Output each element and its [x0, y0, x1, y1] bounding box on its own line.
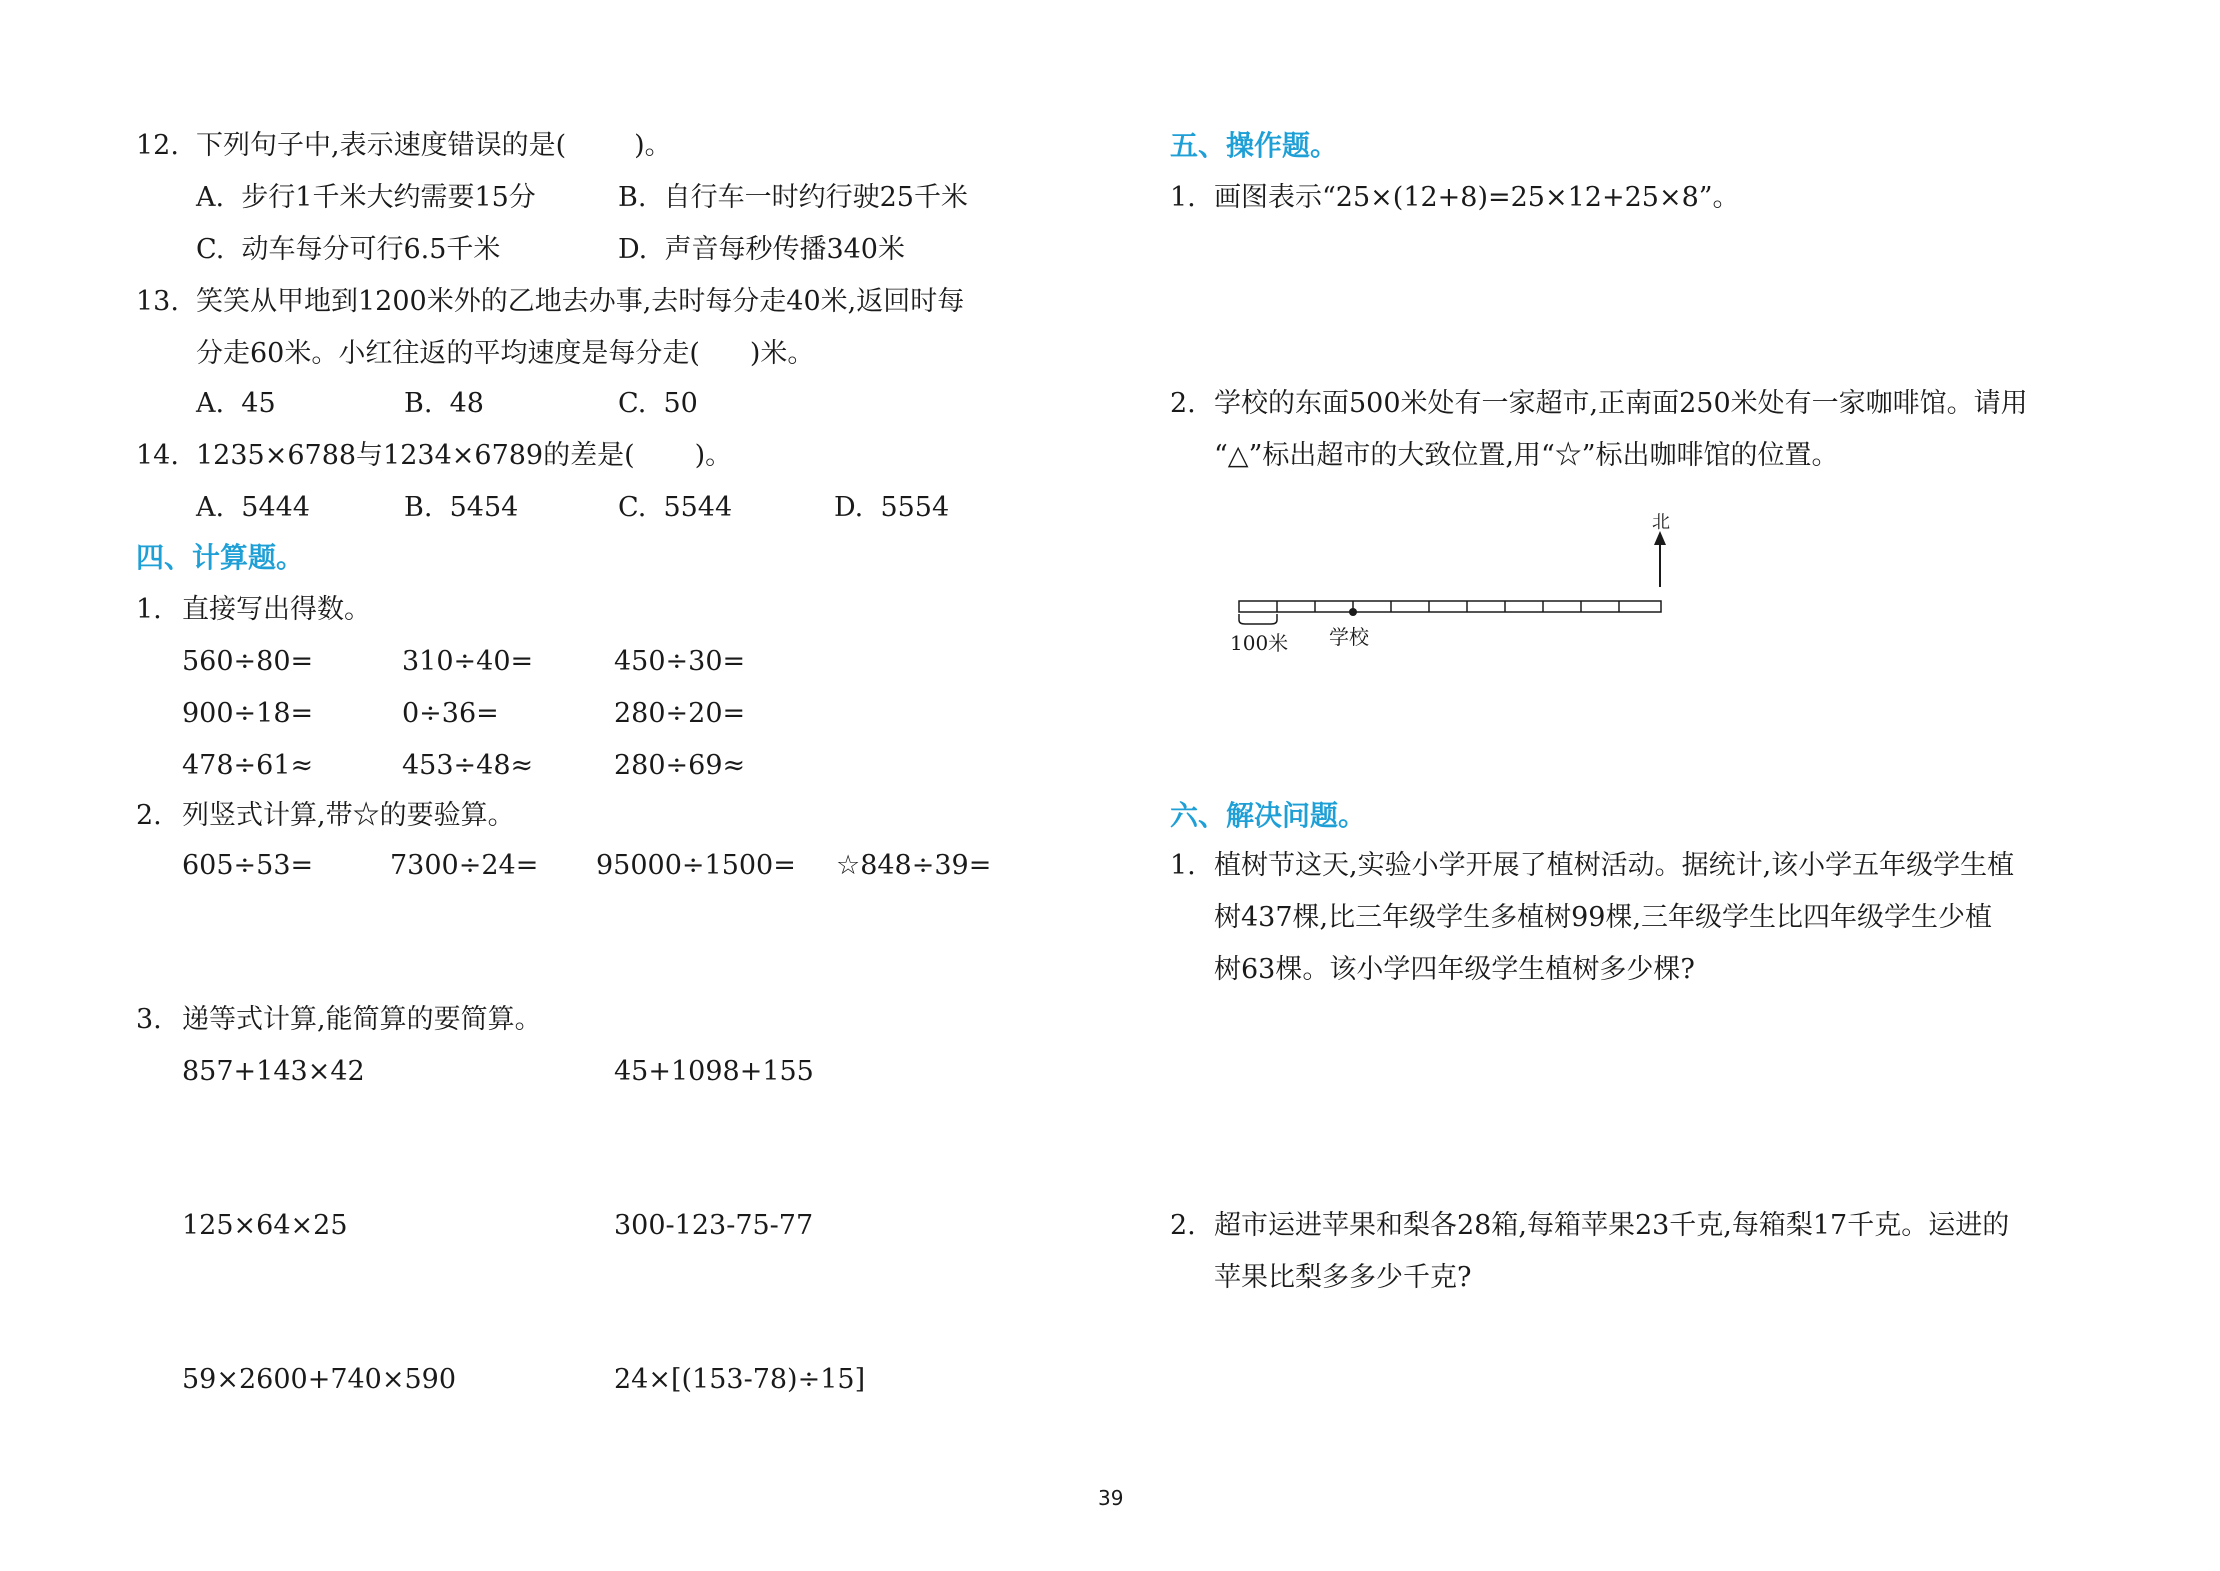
op2-line2: “△”标出超市的大致位置,用“☆”标出咖啡馆的位置。 — [1214, 440, 1839, 471]
calc3-title: 递等式计算,能简算的要简算。 — [182, 1004, 542, 1035]
op2-number: 2. — [1170, 388, 1196, 419]
calc3-item: 857+143×42 — [182, 1056, 365, 1087]
calc1-item: 900÷18= — [182, 698, 314, 729]
calc1-number: 1. — [136, 594, 162, 625]
q12-option-c: C. 动车每分可行6.5千米 — [196, 234, 501, 265]
q14-number: 14. — [136, 440, 179, 471]
location-diagram — [1225, 505, 1705, 665]
calc1-item: 280÷69≈ — [614, 750, 746, 781]
op1-number: 1. — [1170, 182, 1196, 213]
north-label: 北 — [1652, 512, 1670, 533]
prob1-line1: 植树节这天,实验小学开展了植树活动。据统计,该小学五年级学生植 — [1214, 850, 2015, 881]
page-number: 39 — [1098, 1486, 1124, 1510]
calc2-item: 605÷53= — [182, 850, 314, 881]
calc2-item: ☆848÷39= — [836, 850, 992, 881]
prob2-number: 2. — [1170, 1210, 1196, 1241]
q12-number: 12. — [136, 130, 179, 161]
op1-text: 画图表示“25×(12+8)=25×12+25×8”。 — [1214, 182, 1740, 213]
q12-option-b: B. 自行车一时约行驶25千米 — [618, 182, 968, 213]
q14-stem: 1235×6788与1234×6789的差是( )。 — [196, 440, 733, 471]
calc1-item: 450÷30= — [614, 646, 746, 677]
section-heading-problems: 六、解决问题。 — [1170, 799, 1367, 832]
q14-option-d: D. 5554 — [834, 492, 950, 523]
calc2-title: 列竖式计算,带☆的要验算。 — [182, 800, 515, 831]
calc1-item: 310÷40= — [402, 646, 534, 677]
q14-option-b: B. 5454 — [404, 492, 519, 523]
q13-line1: 笑笑从甲地到1200米外的乙地去办事,去时每分走40米,返回时每 — [196, 286, 965, 317]
north-arrow-head-icon — [1654, 531, 1666, 545]
calc1-item: 560÷80= — [182, 646, 314, 677]
q13-option-b: B. 48 — [404, 388, 484, 419]
calc1-item: 280÷20= — [614, 698, 746, 729]
prob1-line2: 树437棵,比三年级学生多植树99棵,三年级学生比四年级学生少植 — [1214, 902, 1993, 933]
prob1-number: 1. — [1170, 850, 1196, 881]
q12-stem: 下列句子中,表示速度错误的是( )。 — [196, 130, 672, 161]
calc3-item: 59×2600+740×590 — [182, 1364, 457, 1395]
calc2-item: 95000÷1500= — [596, 850, 796, 881]
scale-brace — [1239, 614, 1277, 624]
school-label: 学校 — [1329, 625, 1369, 649]
calc2-number: 2. — [136, 800, 162, 831]
prob1-line3: 树63棵。该小学四年级学生植树多少棵? — [1214, 954, 1695, 985]
scale-label: 100米 — [1230, 631, 1289, 655]
op2-line1: 学校的东面500米处有一家超市,正南面250米处有一家咖啡馆。请用 — [1214, 388, 2028, 419]
section-heading-calc: 四、计算题。 — [136, 541, 305, 574]
q12-option-a: A. 步行1千米大约需要15分 — [196, 182, 536, 213]
calc3-item: 45+1098+155 — [614, 1056, 814, 1087]
calc3-number: 3. — [136, 1004, 162, 1035]
q13-line2: 分走60米。小红往返的平均速度是每分走( )米。 — [196, 338, 815, 369]
q14-option-c: C. 5544 — [618, 492, 733, 523]
prob2-line2: 苹果比梨多多少千克? — [1214, 1262, 1472, 1293]
q14-option-a: A. 5444 — [196, 492, 310, 523]
q13-option-a: A. 45 — [196, 388, 276, 419]
q13-number: 13. — [136, 286, 179, 317]
calc3-item: 300-123-75-77 — [614, 1210, 814, 1241]
section-heading-operation: 五、操作题。 — [1170, 129, 1339, 162]
calc3-item: 24×[(153-78)÷15] — [614, 1364, 866, 1395]
q13-option-c: C. 50 — [618, 388, 698, 419]
calc1-item: 453÷48≈ — [402, 750, 534, 781]
q12-option-d: D. 声音每秒传播340米 — [618, 234, 905, 265]
school-marker — [1349, 608, 1357, 616]
calc3-item: 125×64×25 — [182, 1210, 348, 1241]
calc1-title: 直接写出得数。 — [182, 594, 371, 625]
calc1-item: 0÷36= — [402, 698, 499, 729]
prob2-line1: 超市运进苹果和梨各28箱,每箱苹果23千克,每箱梨17千克。运进的 — [1214, 1210, 2010, 1241]
scale-bar — [1239, 601, 1661, 612]
calc1-item: 478÷61≈ — [182, 750, 314, 781]
calc2-item: 7300÷24= — [390, 850, 539, 881]
